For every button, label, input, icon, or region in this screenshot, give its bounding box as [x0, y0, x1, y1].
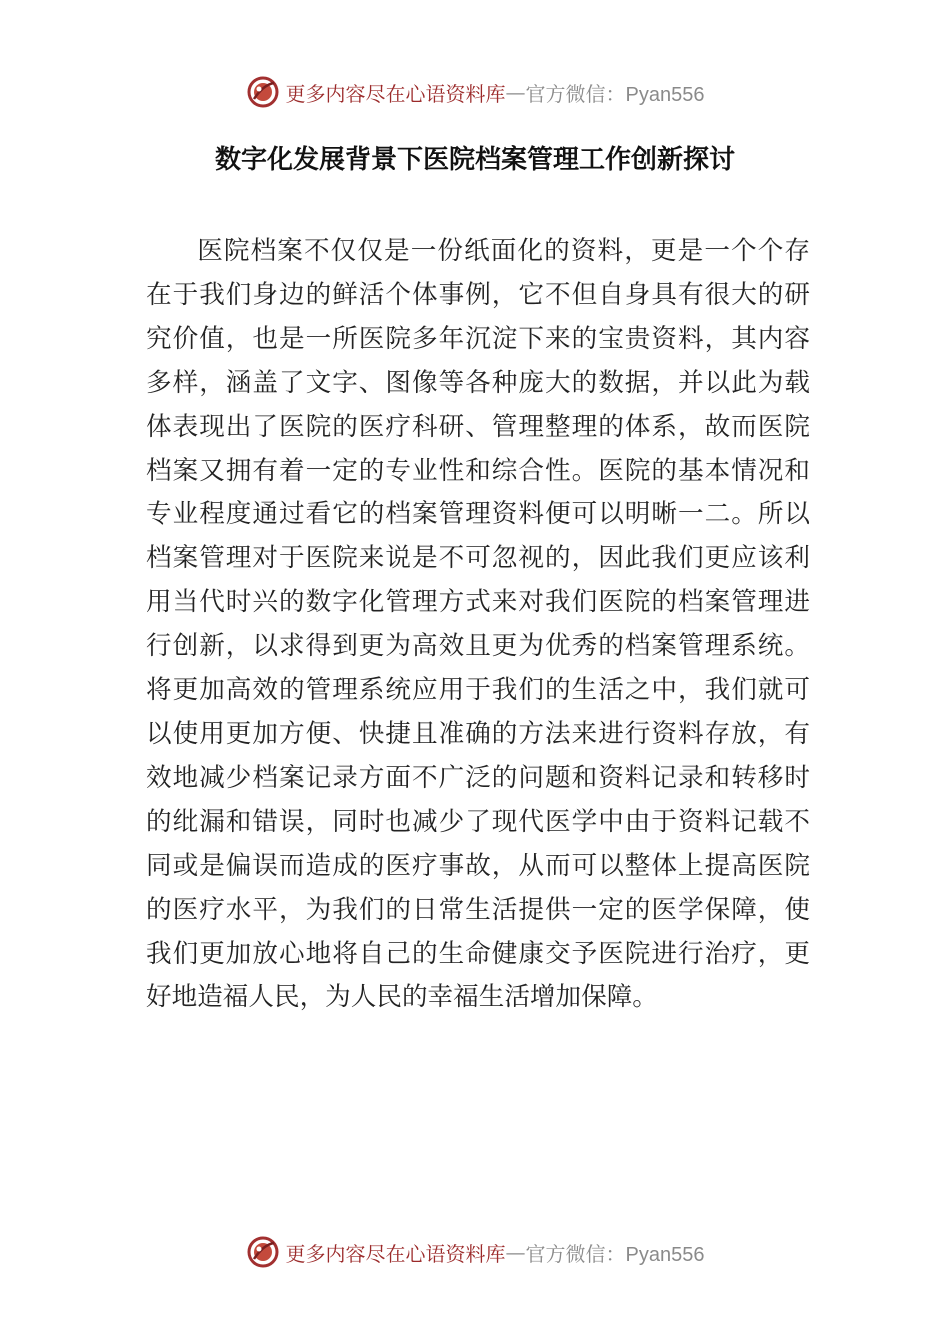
watermark-brand-text: 更多内容尽在心语资料库 — [285, 1241, 506, 1266]
red-seal-logo-icon — [246, 75, 280, 109]
footer-watermark — [0, 1232, 950, 1272]
header-watermark — [0, 72, 950, 112]
document-title: 数字化发展背景下医院档案管理工作创新探讨 — [214, 145, 735, 175]
watermark-separator: — — [505, 80, 526, 104]
watermark-separator: — — [505, 1240, 526, 1264]
watermark-brand-text: 更多内容尽在心语资料库 — [285, 81, 506, 106]
document-paragraph: 医院档案不仅仅是一份纸面化的资料，更是一个个存在于我们身边的鲜活个体事例，它不但自身具有很大的研究价值，也是一所医院多年沉淀下来的宝贵资料，其内容多样，涵盖了文字、图像等各种庞大的数据，并以此为载体表现出了医院的医疗科研、管理整理的体系，故而医院档案又拥有着一定的专业性和综合性。医院的基本情况和专业程度通过看它的档案管理资料便可以明晰一二。所以档案管理对于医院来说是不可忽视的，因此我们更应该利用当代时兴的数字化管理方式来对我们医院的档案管理进行创新，以求得到更为高效且更为优秀的档案管理系统。将更加高效的管理系统应用于我们的生活之中，我们就可以使用更加方便、快捷且准确的方法来进行资料存放，有效地减少档案记录方面不广泛的问题和资料记录和转移时的纰漏和错误，同时也减少了现代医学中由于资料记载不同或是偏误而造成的医疗事故，从而可以整体上提高医院的医疗水平，为我们的日常生活提供一定的医学保障，使我们更加放心地将自己的生命健康交予医院进行治疗，更好地造福人民，为人民的幸福生活增加保障。 — [146, 236, 810, 1013]
watermark-account-text: 官方微信：Pyan556 — [525, 1243, 705, 1266]
watermark-account-text: 官方微信：Pyan556 — [525, 83, 705, 106]
red-seal-logo-icon — [246, 1235, 280, 1269]
